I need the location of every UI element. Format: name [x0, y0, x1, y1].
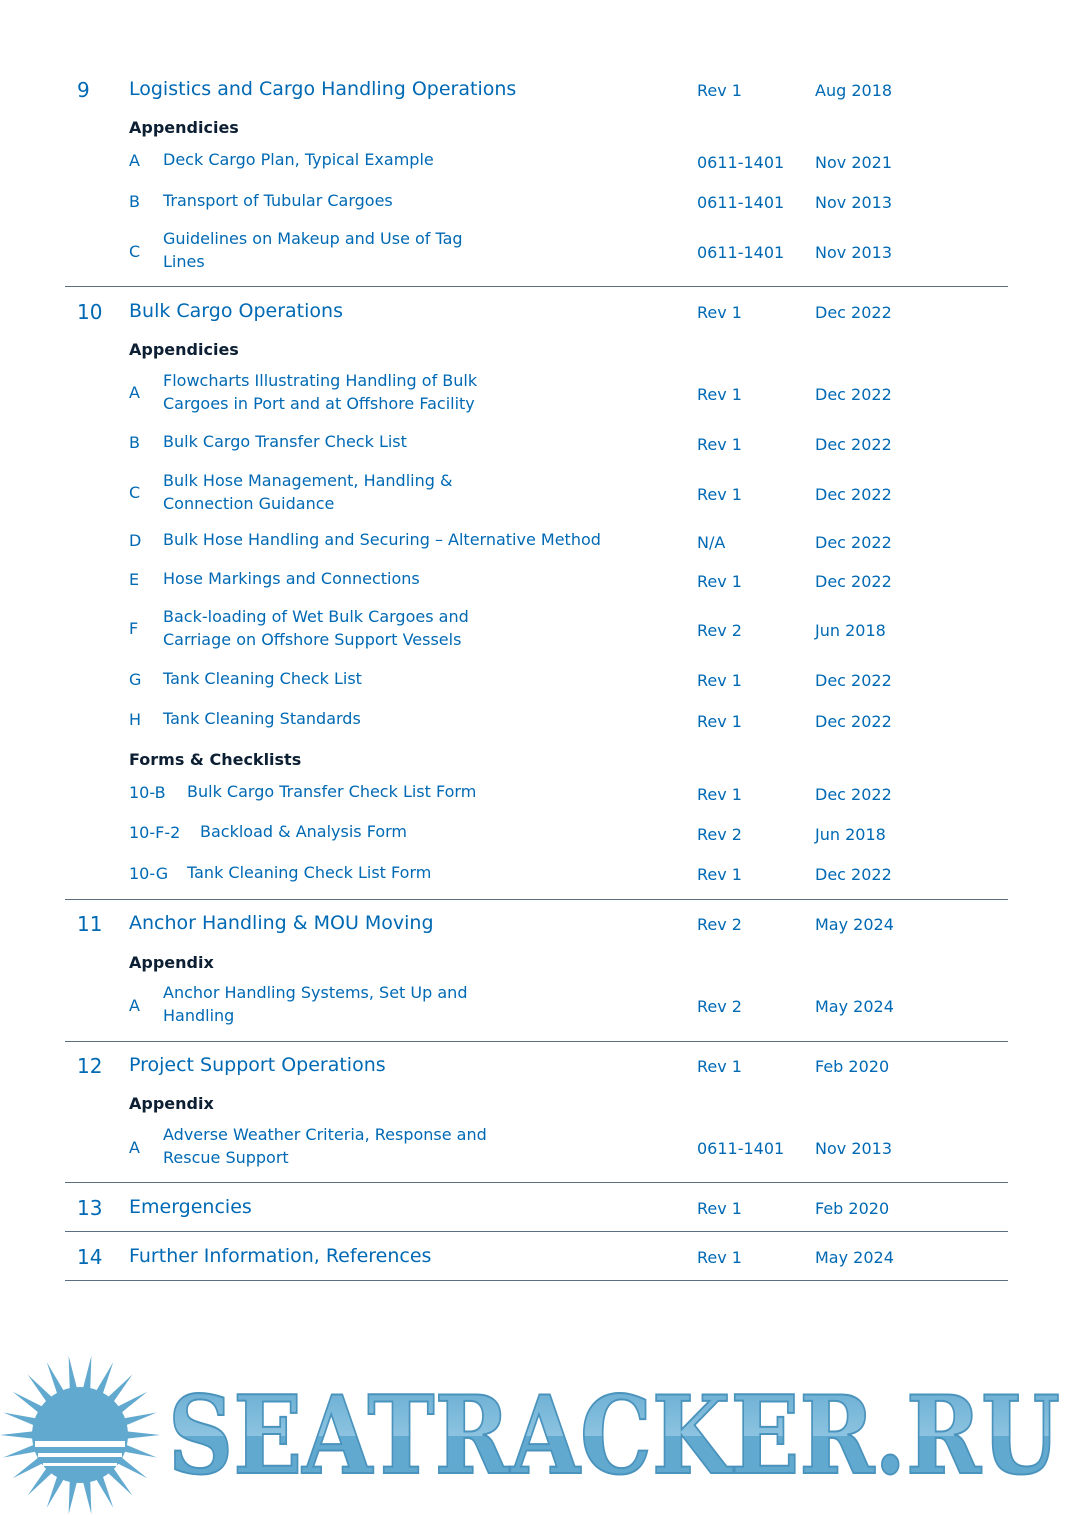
- appendix-rev: Rev 1: [697, 435, 742, 454]
- form-code: 10-G: [129, 864, 169, 883]
- appendix-rev: N/A: [697, 533, 726, 552]
- section-title[interactable]: Project Support Operations: [129, 1054, 386, 1076]
- section-rev: Rev 1: [697, 81, 742, 100]
- appendix-letter: G: [129, 670, 142, 689]
- appendix-title[interactable]: Tank Cleaning Check List: [163, 669, 362, 688]
- appendix-rev: Rev 1: [697, 485, 742, 504]
- form-code: 10-B: [129, 783, 166, 802]
- appendix-rev: 0611-1401: [697, 193, 785, 212]
- appendix-date: Nov 2021: [815, 153, 893, 172]
- form-date: Dec 2022: [815, 785, 892, 804]
- section-date: May 2024: [815, 915, 894, 934]
- section-date: Feb 2020: [815, 1199, 890, 1218]
- appendix-date: Nov 2013: [815, 1139, 893, 1158]
- appendix-title[interactable]: Bulk Cargo Transfer Check List: [163, 432, 407, 451]
- form-rev: Rev 1: [697, 865, 742, 884]
- appendix-rev: 0611-1401: [697, 153, 785, 172]
- section-date: Feb 2020: [815, 1057, 890, 1076]
- appendix-letter: F: [129, 619, 139, 638]
- appendix-title[interactable]: Back-loading of Wet Bulk Cargoes and Carriage on Offshore Support Vessels: [163, 607, 469, 649]
- appendix-letter: A: [129, 996, 140, 1015]
- appendix-title[interactable]: Tank Cleaning Standards: [163, 709, 361, 728]
- forms-heading: Forms & Checklists: [129, 750, 302, 769]
- section-rev: Rev 2: [697, 915, 742, 934]
- appendix-rev: Rev 1: [697, 572, 742, 591]
- appendix-date: Jun 2018: [815, 621, 886, 640]
- appendix-rev: 0611-1401: [697, 243, 785, 262]
- appendix-letter: C: [129, 483, 141, 502]
- appendix-rev: Rev 1: [697, 671, 742, 690]
- section-number: 14: [77, 1245, 103, 1269]
- form-title[interactable]: Backload & Analysis Form: [200, 822, 407, 841]
- appendix-date: Nov 2013: [815, 243, 893, 262]
- appendix-title[interactable]: Guidelines on Makeup and Use of Tag Lines: [163, 229, 463, 271]
- watermark-text: SEATRACKER.RU: [168, 1375, 1060, 1495]
- section-divider: [65, 1280, 1008, 1281]
- appendix-heading: Appendicies: [129, 340, 239, 359]
- form-rev: Rev 2: [697, 825, 742, 844]
- section-number: 11: [77, 912, 103, 936]
- section-rev: Rev 1: [697, 1199, 742, 1218]
- appendix-rev: Rev 1: [697, 712, 742, 731]
- section-divider: [65, 1182, 1008, 1183]
- appendix-date: Dec 2022: [815, 671, 892, 690]
- appendix-rev: Rev 2: [697, 997, 742, 1016]
- appendix-date: May 2024: [815, 997, 894, 1016]
- watermark-logo: [168, 1375, 1068, 1495]
- appendix-date: Dec 2022: [815, 533, 892, 552]
- appendix-letter: D: [129, 531, 142, 550]
- section-divider: [65, 286, 1008, 287]
- sun-ray: [0, 1431, 36, 1439]
- section-divider: [65, 1231, 1008, 1232]
- form-title[interactable]: Tank Cleaning Check List Form: [187, 863, 432, 882]
- appendix-date: Dec 2022: [815, 712, 892, 731]
- appendix-title[interactable]: Hose Markings and Connections: [163, 569, 420, 588]
- appendix-title[interactable]: Deck Cargo Plan, Typical Example: [163, 150, 434, 169]
- appendix-heading: Appendicies: [129, 118, 239, 137]
- appendix-letter: A: [129, 383, 140, 402]
- section-title[interactable]: Anchor Handling & MOU Moving: [129, 912, 434, 934]
- section-date: Aug 2018: [815, 81, 893, 100]
- appendix-rev: 0611-1401: [697, 1139, 785, 1158]
- form-title[interactable]: Bulk Cargo Transfer Check List Form: [187, 782, 477, 801]
- appendix-letter: A: [129, 1138, 140, 1157]
- appendix-title[interactable]: Bulk Hose Handling and Securing – Alternative Method: [163, 530, 601, 549]
- section-number: 13: [77, 1196, 103, 1220]
- appendix-heading: Appendix: [129, 1094, 214, 1113]
- form-rev: Rev 1: [697, 785, 742, 804]
- section-title[interactable]: Emergencies: [129, 1196, 252, 1218]
- appendix-letter: B: [129, 192, 140, 211]
- appendix-date: Dec 2022: [815, 485, 892, 504]
- section-number: 9: [77, 78, 90, 102]
- appendix-title[interactable]: Anchor Handling Systems, Set Up and Handling: [163, 983, 468, 1025]
- section-rev: Rev 1: [697, 1057, 742, 1076]
- sun-ray: [69, 1356, 78, 1392]
- section-number: 12: [77, 1054, 103, 1078]
- section-rev: Rev 1: [697, 1248, 742, 1267]
- section-rev: Rev 1: [697, 303, 742, 322]
- appendix-heading: Appendix: [129, 953, 214, 972]
- appendix-letter: A: [129, 151, 140, 170]
- appendix-letter: C: [129, 242, 141, 261]
- section-divider: [65, 1041, 1008, 1042]
- appendix-date: Nov 2013: [815, 193, 893, 212]
- section-title[interactable]: Further Information, References: [129, 1245, 432, 1267]
- appendix-date: Dec 2022: [815, 385, 892, 404]
- appendix-title[interactable]: Transport of Tubular Cargoes: [163, 191, 393, 210]
- appendix-date: Dec 2022: [815, 435, 892, 454]
- appendix-date: Dec 2022: [815, 572, 892, 591]
- sun-icon: [0, 1355, 160, 1515]
- section-date: May 2024: [815, 1248, 894, 1267]
- sun-ray: [69, 1478, 78, 1514]
- form-code: 10-F-2: [129, 823, 181, 842]
- appendix-rev: Rev 1: [697, 385, 742, 404]
- appendix-letter: B: [129, 433, 140, 452]
- sun-ray: [82, 1356, 91, 1392]
- appendix-title[interactable]: Bulk Hose Management, Handling & Connection Guidance: [163, 471, 453, 513]
- appendix-letter: H: [129, 710, 142, 729]
- appendix-title[interactable]: Adverse Weather Criteria, Response and Rescue Support: [163, 1125, 487, 1167]
- sun-ray: [82, 1478, 91, 1514]
- section-title[interactable]: Logistics and Cargo Handling Operations: [129, 78, 517, 100]
- form-date: Jun 2018: [815, 825, 886, 844]
- section-divider: [65, 899, 1008, 900]
- section-date: Dec 2022: [815, 303, 892, 322]
- appendix-letter: E: [129, 570, 140, 589]
- form-date: Dec 2022: [815, 865, 892, 884]
- appendix-rev: Rev 2: [697, 621, 742, 640]
- sun-ray: [124, 1431, 160, 1439]
- appendix-title[interactable]: Flowcharts Illustrating Handling of Bulk Cargoes in Port and at Offshore Facility: [163, 371, 478, 413]
- section-number: 10: [77, 300, 103, 324]
- section-title[interactable]: Bulk Cargo Operations: [129, 300, 343, 322]
